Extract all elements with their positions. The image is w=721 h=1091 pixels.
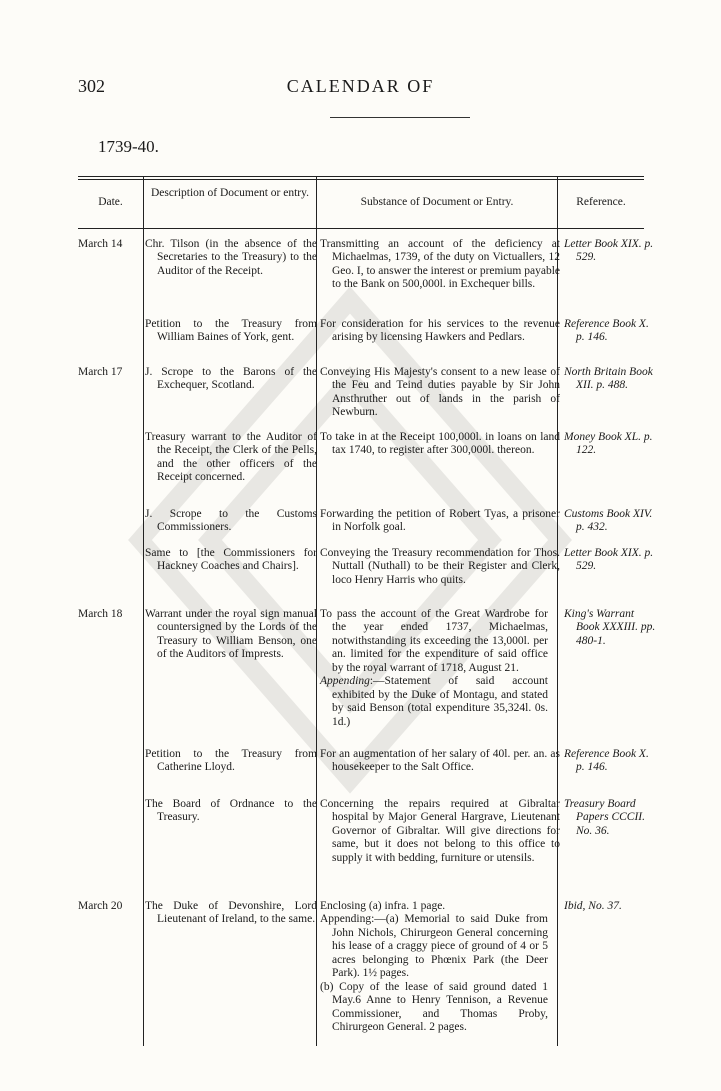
entry-substance: For an augmentation of her salary of 40l. per. an. as housekeeper to the Salt Office. [320,748,560,774]
entry-description: Warrant under the royal sign manual countersigned by the Lords of the Treasury to William Benson, one of the Auditors of Imprests. [145,608,317,661]
table-header-rule [78,228,644,229]
entry-description: The Duke of Devonshire, Lord Lieutenant of Ireland, to the same. [145,900,317,926]
entry-description: Treasury warrant to the Auditor of the Receipt, the Clerk of the Pells, and the other officers of the Receipt concerned. [145,431,317,484]
entry-reference: Letter Book XIX. p. 529. [564,547,654,573]
table-top-rule [78,176,644,177]
entry-date: March 18 [78,608,123,620]
column-header-description: Description of Document or entry. [151,187,309,199]
entry-substance: For consideration for his services to the revenue arising by licensing Hawkers and Pedlars. [320,318,560,344]
entry-substance: Conveying His Majesty's consent to a new lease of the Feu and Teind duties payable by Sir John Ansthruther out of lands in the parish of Newburn. [320,366,560,419]
entry-substance [320,900,548,1035]
entry-substance-main: To pass the account of the Great Wardrobe for the year ended 1737, Michaelmas, notwithstanding its exceeding the 13,000l. per an. limited for the expenditure of said office by the royal warrant of 1718, August 21. [320,608,548,674]
page-number: 302 [78,76,105,96]
entry-description: The Board of Ordnance to the Treasury. [145,798,317,824]
entry-reference: Ibid, No. 37. [564,900,622,912]
entry-description: Same to [the Commissioners for Hackney Coaches and Chairs]. [145,547,317,573]
entry-reference: Money Book XL. p. 122. [564,431,653,457]
column-divider [143,176,144,1046]
entry-description: Petition to the Treasury from Catherine Lloyd. [145,748,317,774]
column-divider [557,176,558,1046]
entry-description: Petition to the Treasury from William Baines of York, gent. [145,318,317,344]
appending-label: Appending [320,675,370,688]
entry-substance: Conveying the Treasury recommendation for Thos. Nuttall (Nuthall) to be their Register and Clerk, loco Henry Harris who quits. [320,547,560,586]
entry-reference: Letter Book XIX. p. 529. [564,238,654,264]
entry-date: March 17 [78,366,123,378]
entry-substance: To take in at the Receipt 100,000l. in loans on land tax 1740, to register after 300,000l. thereon. [320,431,560,457]
entry-date: March 14 [78,238,123,250]
entry-substance: Concerning the repairs required at Gibraltar hospital by Major General Hargrave, Lieutenant Governor of Gibraltar. Will give directions for same, but it does not belong to this office to supply it with bedding, furniture or utensils. [320,798,560,864]
appending-text: :—Statement of said account exhibited by the Duke of Montagu, and stated by said Benson (total expenditure 35,324l. 0s. 1d.) [332,675,548,728]
entry-substance-line: Appending:—(a) Memorial to said Duke from John Nichols, Chirurgeon General concerning his lease of a craggy piece of ground of 4 or 5 acres belonging to Phœnix Park (the Deer Park). 1½ pages. [320,913,548,980]
title-rule [330,117,470,118]
entry-date: March 20 [78,900,123,912]
page-title: CALENDAR OF [286,76,435,96]
entry-reference: Reference Book X. p. 146. [564,318,649,344]
entry-reference: North Britain Book XII. p. 488. [564,366,653,392]
column-header-date: Date. [98,196,123,208]
entry-description: Chr. Tilson (in the absence of the Secretaries to the Treasury) to the Auditor of the Receipt. [145,238,317,277]
entry-substance [320,608,548,729]
column-header-substance: Substance of Document or Entry. [360,196,514,208]
entry-reference: Treasury Board Papers CCCII. No. 36. [564,798,645,837]
entry-description: J. Scrope to the Customs Commissioners. [145,508,317,534]
entry-reference: King's Warrant Book XXXIII. pp. 480-1. [564,608,656,647]
entry-description: J. Scrope to the Barons of the Exchequer, Scotland. [145,366,317,392]
entry-substance-line: Enclosing (a) infra. 1 page. [320,900,446,912]
year-heading: 1739-40. [98,137,159,156]
column-header-reference: Reference. [576,196,626,208]
entry-substance-line: (b) Copy of the lease of said ground dated 1 May.6 Anne to Henry Tennison, a Revenue Commissioner, and Thomas Proby, Chirurgeon General. 2 pages. [320,980,548,1034]
entry-substance: Transmitting an account of the deficiency at Michaelmas, 1739, of the duty on Victuallers, 12 Geo. I, to answer the interest or premium payable to the Bank on 500,000l. in Exchequer bills. [320,238,561,291]
entry-reference: Customs Book XIV. p. 432. [564,508,653,534]
entry-substance: Forwarding the petition of Robert Tyas, a prisoner in Norfolk goal. [320,508,560,534]
entry-reference: Reference Book X. p. 146. [564,748,649,774]
table-top-rule-inner [78,179,644,180]
